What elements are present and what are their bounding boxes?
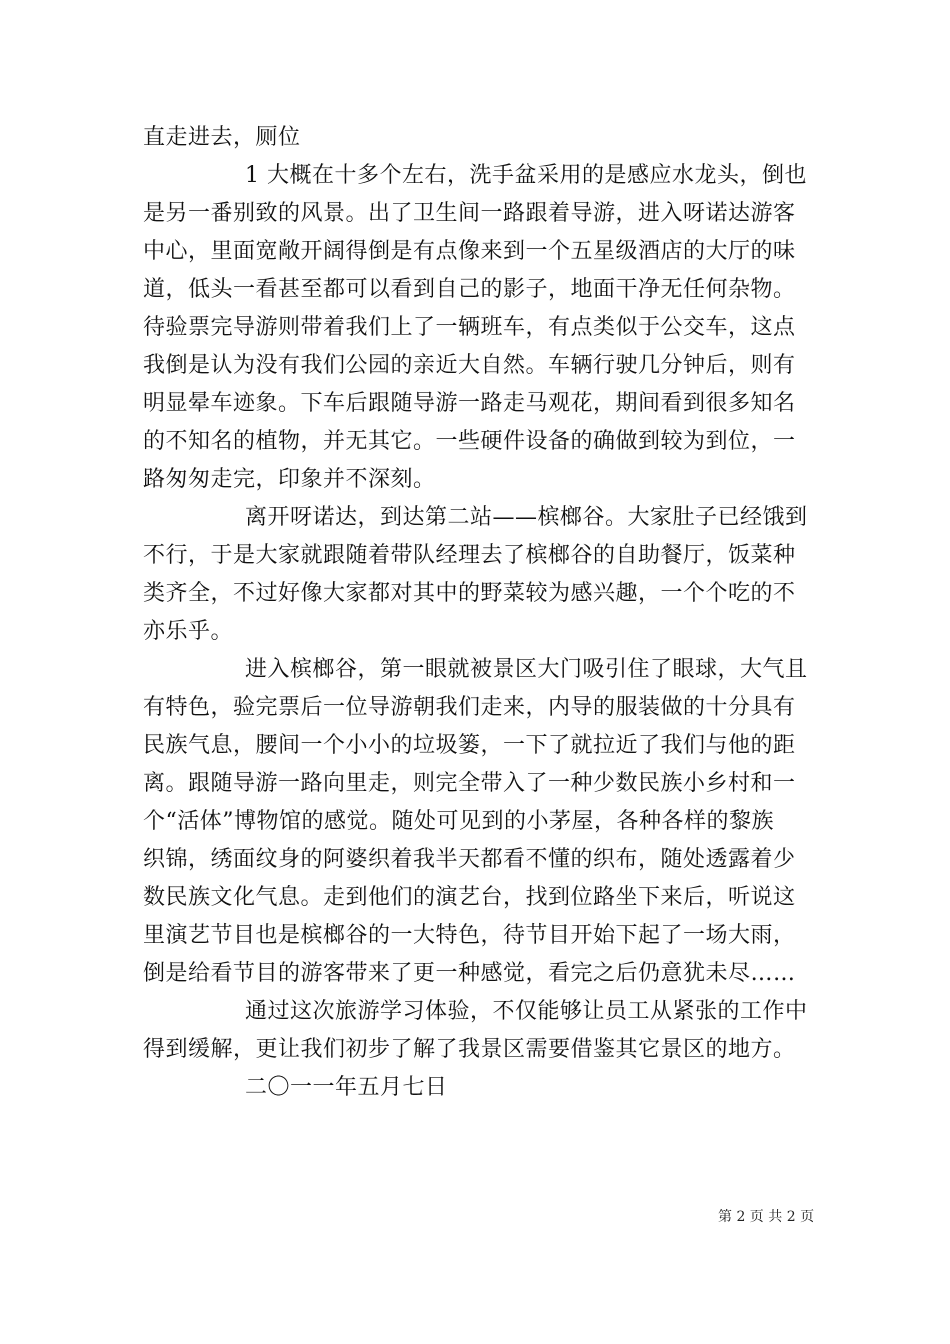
text-line: 道，低头一看甚至都可以看到自己的影子，地面干净无任何杂物。 [143,277,796,302]
text-line: 直走进去，厕位 [143,125,301,150]
text-line: 织锦，绣面纹身的阿婆织着我半天都看不懂的织布，随处透露着少 [143,847,796,872]
text-line: 倒是给看节目的游客带来了更一种感觉，看完之后仍意犹未尽…… [143,961,796,986]
page-number-footer: 第 2 页 共 2 页 [718,1209,815,1225]
text-line: 离。跟随导游一路向里走，则完全带入了一种少数民族小乡村和一 [143,771,796,796]
text-line: 得到缓解，更让我们初步了解了我景区需要借鉴其它景区的地方。 [143,1037,796,1062]
text-line: 明显晕车迹象。下车后跟随导游一路走马观花，期间看到很多知名 [143,391,796,416]
text-line: 的不知名的植物，并无其它。一些硬件设备的确做到较为到位，一 [143,429,796,454]
text-line: 里演艺节目也是槟榔谷的一大特色，待节目开始下起了一场大雨， [143,923,796,948]
text-line: 待验票完导游则带着我们上了一辆班车，有点类似于公交车，这点 [143,315,796,340]
text-line: 有特色，验完票后一位导游朝我们走来，内导的服装做的十分具有 [143,695,796,720]
text-line: 亦乐乎。 [143,619,234,644]
text-line: 数民族文化气息。走到他们的演艺台，找到位路坐下来后，听说这 [143,885,796,910]
text-line: 类齐全，不过好像大家都对其中的野菜较为感兴趣，一个个吃的不 [143,581,796,606]
date-line: 二〇一一年五月七日 [245,1075,448,1100]
text-line: 进入槟榔谷，第一眼就被景区大门吸引住了眼球，大气且 [245,657,808,682]
text-line: 1 大概在十多个左右，洗手盆采用的是感应水龙头，倒也 [245,163,807,188]
text-line: 个“活体”博物馆的感觉。随处可见到的小茅屋，各种各样的黎族 [143,809,774,834]
text-line: 是另一番别致的风景。出了卫生间一路跟着导游，进入呀诺达游客 [143,201,796,226]
text-line: 民族气息，腰间一个小小的垃圾篓，一下了就拉近了我们与他的距 [143,733,796,758]
text-line: 不行，于是大家就跟随着带队经理去了槟榔谷的自助餐厅，饭菜种 [143,543,796,568]
text-line: 通过这次旅游学习体验，不仅能够让员工从紧张的工作中 [245,999,808,1024]
text-line: 中心，里面宽敞开阔得倒是有点像来到一个五星级酒店的大厅的味 [143,239,796,264]
text-line: 离开呀诺达，到达第二站——槟榔谷。大家肚子已经饿到 [245,505,808,530]
text-line: 我倒是认为没有我们公园的亲近大自然。车辆行驶几分钟后，则有 [143,353,796,378]
text-line: 路匆匆走完，印象并不深刻。 [143,467,436,492]
